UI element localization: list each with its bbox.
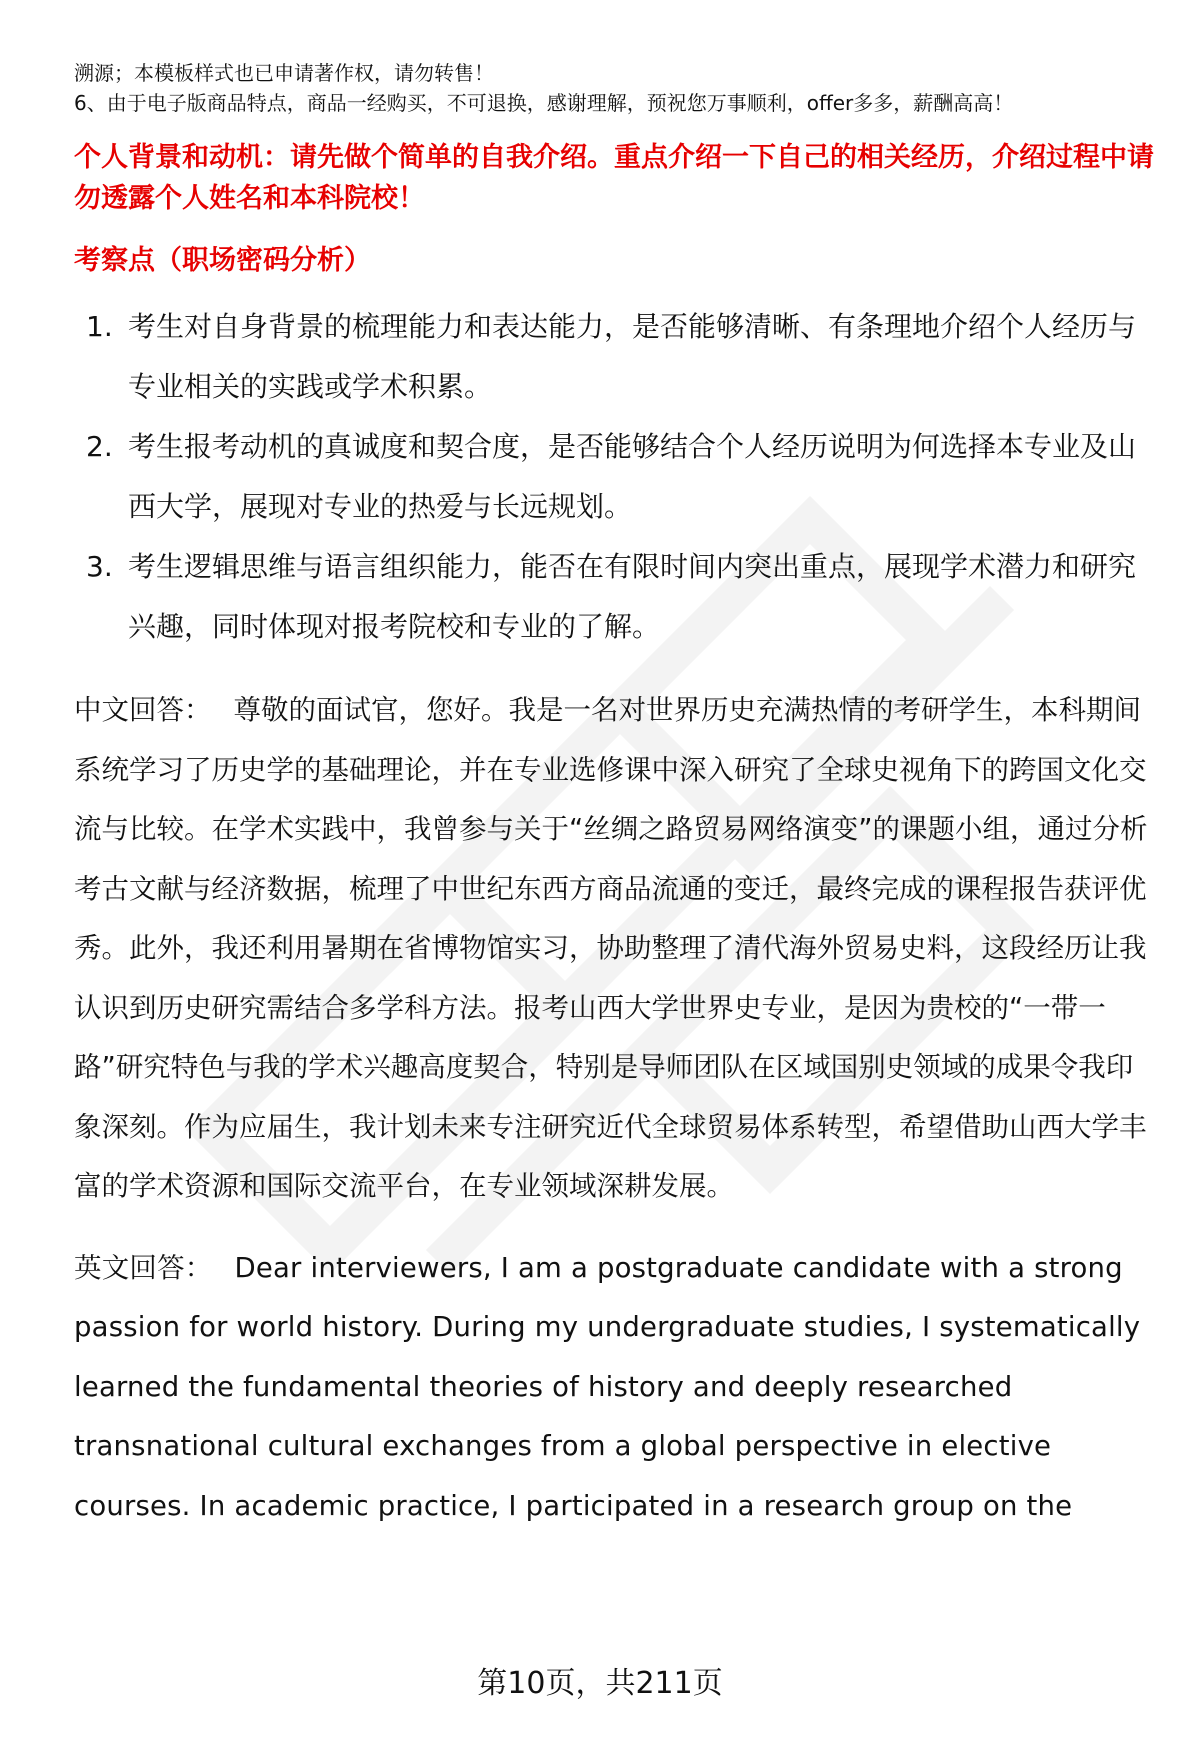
english-answer <box>74 1239 1154 1537</box>
english-answer-text: Dear interviewers, I am a postgraduate candidate with a strong passion for world history. During my undergraduate studies, I systematically learned the fundamental theories of history and deeply researched transnational cultural exchanges from a global perspective in elective courses. In academic practice, I participated in a research group on the <box>74 1251 1141 1522</box>
focus-point-number: 2. <box>86 430 113 463</box>
focus-point-text: 考生报考动机的真诚度和契合度，是否能够结合个人经历说明为何选择本专业及山西大学，展现对专业的热爱与长远规划。 <box>128 430 1137 523</box>
focus-points-list <box>74 297 1154 657</box>
focus-point <box>74 297 1154 417</box>
focus-point-text: 考生对自身背景的梳理能力和表达能力，是否能够清晰、有条理地介绍个人经历与专业相关的实践或学术积累。 <box>128 310 1137 403</box>
page-content <box>74 58 1154 1536</box>
chinese-answer <box>74 681 1154 1217</box>
focus-heading: 考察点（职场密码分析） <box>74 245 371 276</box>
intro-line-2: 6、由于电子版商品特点，商品一经购买，不可退换，感谢理解，预祝您万事顺利，offer多多，薪酬高高！ <box>74 91 1014 115</box>
focus-point-number: 1. <box>86 310 113 343</box>
english-answer-label: 英文回答： <box>74 1251 213 1284</box>
focus-point <box>74 417 1154 537</box>
page-number-footer: 第10页，共211页 <box>477 1666 723 1701</box>
focus-point-text: 考生逻辑思维与语言组织能力，能否在有限时间内突出重点，展现学术潜力和研究兴趣，同时体现对报考院校和专业的了解。 <box>128 550 1137 643</box>
intro-line-1: 溯源；本模板样式也已申请著作权，请勿转售！ <box>74 61 494 85</box>
question-heading: 个人背景和动机：请先做个简单的自我介绍。重点介绍一下自己的相关经历，介绍过程中请勿透露个人姓名和本科院校！ <box>74 142 1154 214</box>
chinese-answer-label: 中文回答： <box>74 694 212 726</box>
focus-point <box>74 537 1154 657</box>
chinese-answer-text: 尊敬的面试官，您好。我是一名对世界历史充满热情的考研学生，本科期间系统学习了历史学的基础理论，并在专业选修课中深入研究了全球史视角下的跨国文化交流与比较。在学术实践中，我曾参与关于“丝绸之路贸易网络演变”的课题小组，通过分析考古文献与经济数据，梳理了中世纪东西方商品流通的变迁，最终完成的课程报告获评优秀。此外，我还利用暑期在省博物馆实习，协助整理了清代海外贸易史料，这段经历让我认识到历史研究需结合多学科方法。报考山西大学世界史专业，是因为贵校的“一带一路”研究特色与我的学术兴趣高度契合，特别是导师团队在区域国别史领域的成果令我印象深刻。作为应届生，我计划未来专注研究近代全球贸易体系转型，希望借助山西大学丰富的学术资源和国际交流平台，在专业领域深耕发展。 <box>74 694 1148 1202</box>
focus-point-number: 3. <box>86 550 113 583</box>
